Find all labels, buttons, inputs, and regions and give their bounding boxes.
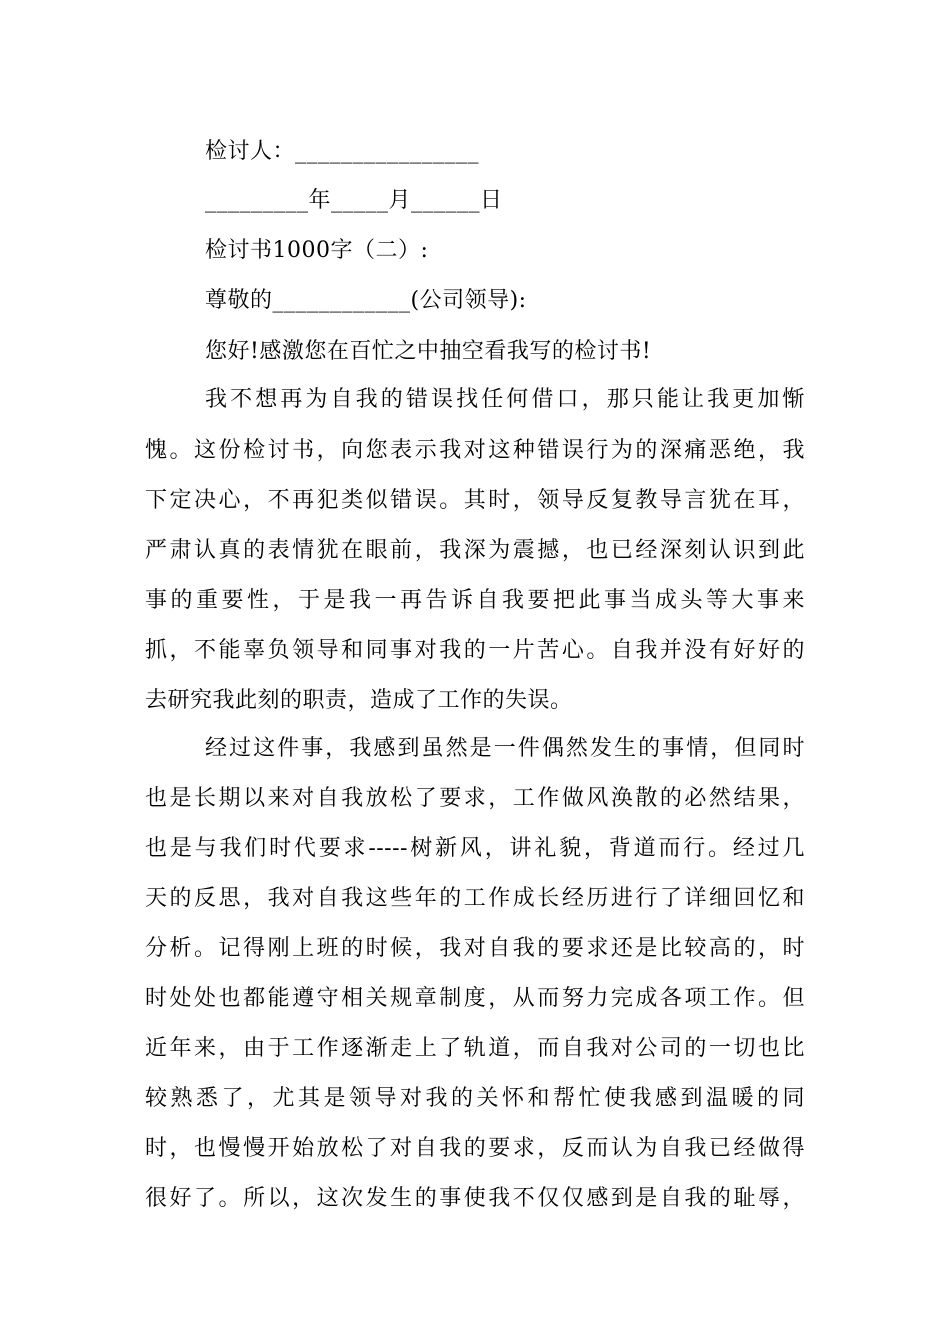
paragraph-line: 天的反思，我对自我这些年的工作成长经历进行了详细回忆和	[145, 886, 805, 911]
date-line: _________年_____月______日	[205, 188, 503, 213]
paragraph-line: 事的重要性，于是我一再告诉自我要把此事当成头等大事来	[145, 588, 805, 613]
paragraph-line: 我不想再为自我的错误找任何借口，那只能让我更加惭	[205, 387, 805, 412]
paragraph-line: 也是与我们时代要求-----树新风，讲礼貌，背道而行。经过几	[145, 836, 805, 861]
section-title: 检讨书1000字（二）:	[205, 238, 429, 263]
paragraph-line: 下定决心，不再犯类似错误。其时，领导反复教导言犹在耳，	[145, 488, 805, 513]
paragraph-line: 严肃认真的表情犹在眼前，我深为震撼，也已经深刻认识到此	[145, 538, 805, 563]
salutation: 尊敬的____________(公司领导):	[205, 288, 527, 313]
paragraph-line: 经过这件事，我感到虽然是一件偶然发生的事情，但同时	[205, 736, 805, 761]
paragraph-line: 很好了。所以，这次发生的事使我不仅仅感到是自我的耻辱，	[145, 1186, 805, 1211]
paragraph-line: 去研究我此刻的职责，造成了工作的失误。	[145, 688, 573, 713]
paragraph-line: 时处处也都能遵守相关规章制度，从而努力完成各项工作。但	[145, 986, 805, 1011]
paragraph-line: 愧。这份检讨书，向您表示我对这种错误行为的深痛恶绝，我	[145, 438, 805, 463]
paragraph-line: 抓，不能辜负领导和同事对我的一片苦心。自我并没有好好的	[145, 638, 805, 663]
paragraph-line: 较熟悉了，尤其是领导对我的关怀和帮忙使我感到温暖的同	[145, 1086, 805, 1111]
reviewer-line: 检讨人：________________	[205, 139, 480, 164]
paragraph-line: 分析。记得刚上班的时候，我对自我的要求还是比较高的，时	[145, 936, 805, 961]
paragraph-line: 也是长期以来对自我放松了要求，工作做风涣散的必然结果，	[145, 786, 805, 811]
paragraph-line: 近年来，由于工作逐渐走上了轨道，而自我对公司的一切也比	[145, 1036, 805, 1061]
paragraph-line: 时，也慢慢开始放松了对自我的要求，反而认为自我已经做得	[145, 1136, 805, 1161]
greeting: 您好!感激您在百忙之中抽空看我写的检讨书!	[205, 339, 652, 364]
